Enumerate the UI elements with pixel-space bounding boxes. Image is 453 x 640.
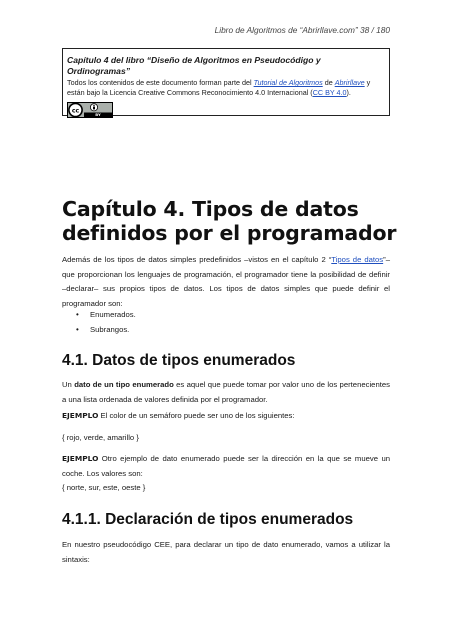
license-text-prefix: Todos los contenidos de este documento forman parte del: [67, 78, 254, 87]
intro-prefix: Además de los tipos de datos simples predefinidos –vistos en el capítulo 2 “: [62, 255, 332, 264]
section-title-4-1-1: 4.1.1. Declaración de tipos enumerados: [62, 511, 354, 528]
example-1-values: { rojo, verde, amarillo }: [62, 433, 139, 442]
svg-text:BY: BY: [95, 112, 101, 118]
abrirllave-link[interactable]: Abrirllave: [334, 78, 365, 87]
attribution-icon: [90, 104, 97, 111]
example-2-values: { norte, sur, este, oeste }: [62, 483, 146, 492]
intro-suffix: ”– que proporcionan los lenguajes de programación, el programador tiene la posibilidad de definir –declarar– sus propios tipos de datos. Los tipos de datos simples que puede definir el programador son:: [62, 255, 390, 308]
list-item: • Enumerados.: [76, 308, 136, 323]
definition-paragraph: Un dato de un tipo enumerado es aquel que puede tomar por valor uno de los pertenecientes a una lista ordenada de valores definida por el programador.: [62, 380, 390, 404]
chapter-title: Capítulo 4. Tipos de datos definidos por el programador: [62, 197, 397, 245]
intro-paragraph: [62, 253, 390, 311]
license-text: [67, 78, 384, 98]
tipos-de-datos-link[interactable]: Tipos de datos: [331, 255, 384, 264]
license-text-mid: de: [322, 78, 335, 87]
declaration-paragraph: En nuestro pseudocódigo CEE, para declarar un tipo de dato enumerado, vamos a utilizar la sintaxis:: [62, 540, 390, 564]
type-list: [76, 308, 136, 337]
page-header: Libro de Algoritmos de “Abrirllave.com” 38 / 180: [214, 25, 390, 35]
section-title-4-1: 4.1. Datos de tipos enumerados: [62, 352, 296, 369]
example-label: EJEMPLO: [62, 411, 99, 420]
license-box: [62, 48, 390, 116]
license-text-suffix: y están bajo la Licencia Creative Commons Reconocimiento 4.0 Internacional (: [67, 78, 371, 97]
definition-term: dato de un tipo enumerado: [74, 380, 174, 389]
bullet-icon: •: [76, 324, 79, 334]
license-text-end: ).: [346, 88, 351, 97]
cc-by-link[interactable]: CC BY 4.0: [312, 88, 347, 97]
example-label: EJEMPLO: [62, 454, 99, 463]
creative-commons-icon: [69, 103, 82, 116]
cc-by-badge[interactable]: [67, 102, 113, 118]
bullet-icon: •: [76, 310, 79, 319]
license-title: Capítulo 4 del libro “Diseño de Algoritmos en Pseudocódigo y Ordinogramas”: [67, 55, 321, 76]
list-item: • Subrangos.: [76, 323, 136, 338]
example-1-paragraph: EJEMPLO El color de un semáforo puede ser uno de los siguientes:: [62, 411, 295, 420]
example-2-paragraph: EJEMPLO Otro ejemplo de dato enumerado puede ser la dirección en la que se mueve un coche. Los valores son:: [62, 454, 390, 478]
svg-text:cc: cc: [71, 107, 80, 115]
tutorial-link[interactable]: Tutorial de Algoritmos: [253, 78, 323, 87]
